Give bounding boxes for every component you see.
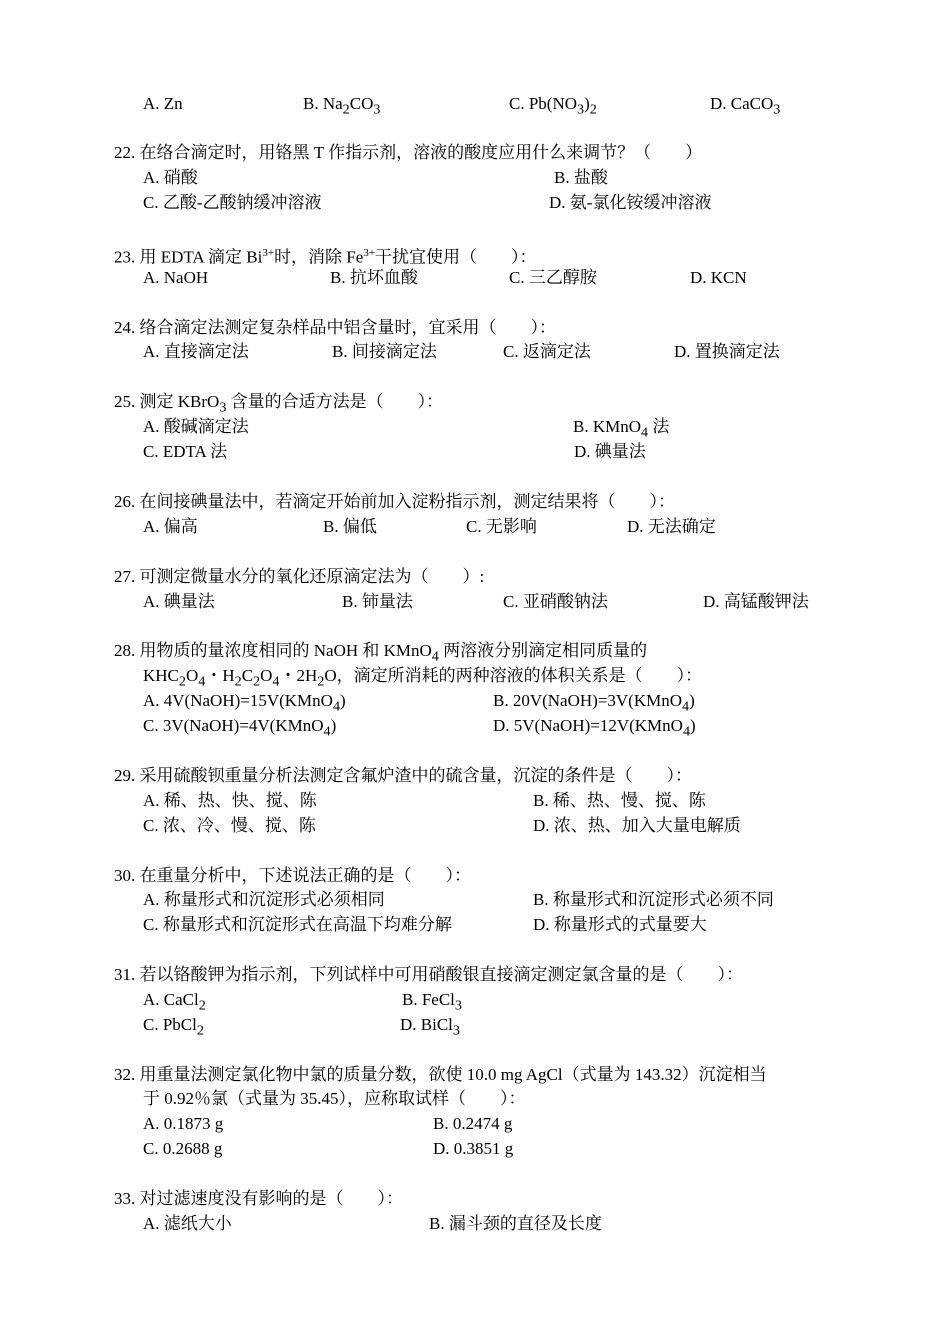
q28-option-c: C. 3V(NaOH)=4V(KMnO$_4$) xyxy=(143,716,337,740)
q33-stem: 33. 对过滤速度没有影响的是（ ）： xyxy=(114,1189,403,1208)
q27-option-b: B. 铈量法 xyxy=(342,592,413,611)
q29-option-b: B. 稀、热、慢、搅、陈 xyxy=(533,791,706,810)
q31-stem: 31. 若以铬酸钾为指示剂，下列试样中可用硝酸银直接滴定测定氯含量的是（ ）： xyxy=(114,965,743,984)
q33-option-a: A. 滤纸大小 xyxy=(143,1214,232,1233)
q29-stem: 29. 采用硫酸钡重量分析法测定含氟炉渣中的硫含量，沉淀的条件是（ ）： xyxy=(114,766,692,785)
q25-option-a: A. 酸碱滴定法 xyxy=(143,417,249,436)
q21-option-b: B. $Na_2CO_3$ xyxy=(303,94,381,118)
q32-option-b: B. 0.2474 g xyxy=(433,1114,513,1133)
q24-option-b: B. 间接滴定法 xyxy=(332,342,437,361)
q30-option-a: A. 称量形式和沉淀形式必须相同 xyxy=(143,890,385,909)
q22-option-c: C. 乙酸-乙酸钠缓冲溶液 xyxy=(143,193,322,212)
q31-option-b: B. FeCl$_3$ xyxy=(402,990,462,1014)
q32-option-a: A. 0.1873 g xyxy=(143,1114,224,1133)
q29-option-d: D. 浓、热、加入大量电解质 xyxy=(533,816,741,835)
q21-option-a: A. Zn xyxy=(143,94,183,113)
q32-option-c: C. 0.2688 g xyxy=(143,1139,223,1158)
q28-stem-line1: 28. 用物质的量浓度相同的 NaOH 和 KMnO$_4$ 两溶液分别滴定相同质量的 xyxy=(114,641,648,665)
q30-stem: 30. 在重量分析中，下述说法正确的是（ ）： xyxy=(114,866,471,885)
q25-option-d: D. 碘量法 xyxy=(574,442,646,461)
q24-stem: 24. 络合滴定法测定复杂样品中铝含量时，宜采用（ ）： xyxy=(114,318,556,337)
q23-option-a: A. NaOH xyxy=(143,268,209,287)
q32-stem-line1: 32. 用重量法测定氯化物中氯的质量分数，欲使 10.0 mg AgCl（式量为 143.32）沉淀相当 xyxy=(114,1065,767,1084)
q31-option-c: C. PbCl$_2$ xyxy=(143,1015,204,1039)
q22-stem: 22. 在络合滴定时，用铬黑 T 作指示剂，溶液的酸度应用什么来调节？（ ） xyxy=(114,143,703,162)
q22-option-a: A. 硝酸 xyxy=(143,168,198,187)
q26-stem: 26. 在间接碘量法中，若滴定开始前加入淀粉指示剂，测定结果将（ ）： xyxy=(114,492,675,511)
q33-option-b: B. 漏斗颈的直径及长度 xyxy=(429,1214,602,1233)
q28-option-b: B. 20V(NaOH)=3V(KMnO$_4$) xyxy=(493,691,695,715)
q28-option-a: A. 4V(NaOH)=15V(KMnO$_4$) xyxy=(143,691,346,715)
q27-option-a: A. 碘量法 xyxy=(143,592,215,611)
q32-stem-line2: 于 0.92％氯（式量为 35.45），应称取试样（ ）： xyxy=(143,1089,526,1108)
q32-option-d: D. 0.3851 g xyxy=(433,1139,514,1158)
q23-stem: 23. 用 EDTA 滴定 $Bi^{3+}$时，消除 $Fe^{3+}$干扰宜使用（ ）： xyxy=(114,247,537,267)
q28-stem-line2: $KHC_2O_4$・$H_2C_2O_4$・$2H_2O$，滴定所消耗的两种溶液的体积关系是（ ）： xyxy=(143,666,703,690)
q23-option-c: C. 三乙醇胺 xyxy=(509,268,597,287)
q23-option-b: B. 抗坏血酸 xyxy=(330,268,418,287)
q25-option-c: C. EDTA 法 xyxy=(143,442,228,461)
q25-stem: 25. 测定 KBrO$_3$ 含量的合适方法是（ ）： xyxy=(114,392,444,416)
q26-option-a: A. 偏高 xyxy=(143,517,198,536)
q24-option-c: C. 返滴定法 xyxy=(503,342,591,361)
q21-option-d: D. CaCO$_3$ xyxy=(710,94,781,118)
q26-option-b: B. 偏低 xyxy=(323,517,377,536)
q28-option-d: D. 5V(NaOH)=12V(KMnO$_4$) xyxy=(493,716,696,740)
q31-option-a: A. CaCl$_2$ xyxy=(143,990,206,1014)
q26-option-d: D. 无法确定 xyxy=(627,517,716,536)
q22-option-d: D. 氨-氯化铵缓冲溶液 xyxy=(549,193,712,212)
q29-option-c: C. 浓、冷、慢、搅、陈 xyxy=(143,816,316,835)
q27-stem: 27. 可测定微量水分的氧化还原滴定法为（ ）: xyxy=(114,567,485,586)
q26-option-c: C. 无影响 xyxy=(466,517,537,536)
q31-option-d: D. BiCl$_3$ xyxy=(400,1015,460,1039)
q29-option-a: A. 稀、热、快、搅、陈 xyxy=(143,791,317,810)
q23-option-d: D. KCN xyxy=(690,268,747,287)
q24-option-d: D. 置换滴定法 xyxy=(674,342,780,361)
q27-option-d: D. 高锰酸钾法 xyxy=(703,592,809,611)
q30-option-b: B. 称量形式和沉淀形式必须不同 xyxy=(533,890,774,909)
q27-option-c: C. 亚硝酸钠法 xyxy=(503,592,608,611)
q22-option-b: B. 盐酸 xyxy=(554,168,608,187)
q30-option-d: D. 称量形式的式量要大 xyxy=(533,915,707,934)
q25-option-b: B. KMnO$_4$ 法 xyxy=(573,417,670,441)
q21-option-c: C. $Pb(NO_3)_2$ xyxy=(509,94,597,118)
q30-option-c: C. 称量形式和沉淀形式在高温下均难分解 xyxy=(143,915,452,934)
q24-option-a: A. 直接滴定法 xyxy=(143,342,249,361)
